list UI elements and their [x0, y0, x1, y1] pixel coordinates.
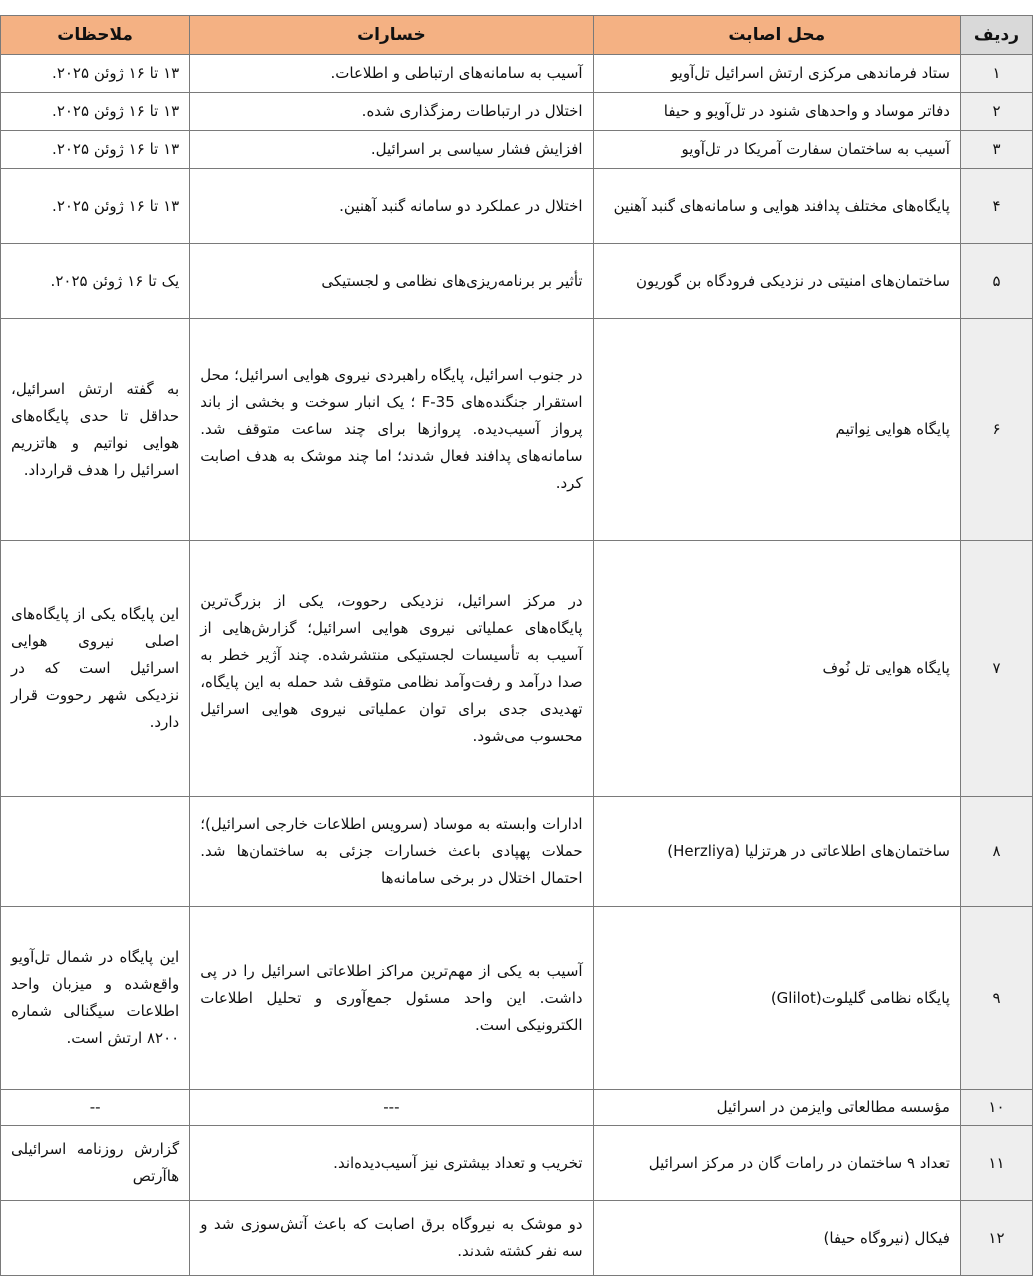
row-location: آسیب به ساختمان سفارت آمریکا در تل‌آویو: [593, 131, 960, 169]
table-row: [1, 907, 1033, 1090]
row-damages: افزایش فشار سیاسی بر اسرائیل.: [190, 131, 593, 169]
row-index: ۵: [960, 244, 1032, 319]
row-damages: در مرکز اسرائیل، نزدیکی رحووت، یکی از بزرگ‌ترین پایگاه‌های عملیاتی نیروی هوایی اسرائیل؛ گزارش‌هایی از آسیب به تأسیسات لجستیکی منتشرشده. چند آژیر خطر به صدا درآمد و رفت‌وآمد نظامی متوقف شد حمله به این پایگاه، تهدیدی جدی برای توان عملیاتی نیروی هوایی اسرائیل محسوب می‌شود.: [190, 541, 593, 797]
row-index: ۲: [960, 93, 1032, 131]
row-damages: تخریب و تعداد بیشتری نیز آسیب‌دیده‌اند.: [190, 1126, 593, 1201]
table-row: [1, 797, 1033, 907]
row-damages: اختلال در ارتباطات رمزگذاری شده.: [190, 93, 593, 131]
row-location: ساختمان‌های امنیتی در نزدیکی فرودگاه بن گوریون: [593, 244, 960, 319]
table-header-row: [1, 16, 1033, 55]
row-location: پایگاه‌های مختلف پدافند هوایی و سامانه‌های گنبد آهنین: [593, 169, 960, 244]
row-notes: ۱۳ تا ۱۶ ژوئن ۲۰۲۵.: [1, 93, 190, 131]
row-location: مؤسسه مطالعاتی وایزمن در اسرائیل: [593, 1090, 960, 1126]
row-index: ۸: [960, 797, 1032, 907]
row-notes: این پایگاه یکی از پایگاه‌های اصلی نیروی هوایی اسرائیل است که در نزدیکی شهر رحووت قرار دارد.: [1, 541, 190, 797]
row-notes: به گفته ارتش اسرائیل، حداقل تا حدی پایگاه‌های هوایی نواتیم و هاتزریم اسرائیل را هدف قرارداد.: [1, 319, 190, 541]
row-notes: این پایگاه در شمال تل‌آویو واقع‌شده و میزبان واحد اطلاعات سیگنالی شماره ۸۲۰۰ ارتش است.: [1, 907, 190, 1090]
row-index: ۴: [960, 169, 1032, 244]
row-notes: یک تا ۱۶ ژوئن ۲۰۲۵.: [1, 244, 190, 319]
table-row: [1, 1090, 1033, 1126]
table-row: [1, 1126, 1033, 1201]
row-location: ستاد فرماندهی مرکزی ارتش اسرائیل تل‌آویو: [593, 55, 960, 93]
row-damages: ادارات وابسته به موساد (سرویس اطلاعات خارجی اسرائیل)؛ حملات پهپادی باعث خسارات جزئی به ساختمان‌ها شد. احتمال اختلال در برخی سامانه‌ها: [190, 797, 593, 907]
row-damages: آسیب به یکی از مهم‌ترین مراکز اطلاعاتی اسرائیل را در پی داشت. این واحد مسئول جمع‌آوری و تحلیل اطلاعات الکترونیکی است.: [190, 907, 593, 1090]
row-location: فیکال (نیروگاه حیفا): [593, 1201, 960, 1276]
row-location: دفاتر موساد و واحدهای شنود در تل‌آویو و حیفا: [593, 93, 960, 131]
row-notes: [1, 797, 190, 907]
row-damages: دو موشک به نیروگاه برق اصابت که باعث آتش‌سوزی شد و سه نفر کشته شدند.: [190, 1201, 593, 1276]
header-notes: ملاحظات: [1, 16, 190, 55]
table-row: [1, 319, 1033, 541]
row-index: ۱۰: [960, 1090, 1032, 1126]
row-damages: ---: [190, 1090, 593, 1126]
row-notes: ۱۳ تا ۱۶ ژوئن ۲۰۲۵.: [1, 55, 190, 93]
table-row: [1, 541, 1033, 797]
row-damages: آسیب به سامانه‌های ارتباطی و اطلاعات.: [190, 55, 593, 93]
row-damages: در جنوب اسرائیل، پایگاه راهبردی نیروی هوایی اسرائیل؛ محل استقرار جنگنده‌های F-35 ؛ یک انبار سوخت و بخشی از باند پرواز آسیب‌دیده. پروازها برای چند ساعت متوقف شد. سامانه‌های پدافند فعال شدند؛ اما چند موشک به هدف اصابت کرد.: [190, 319, 593, 541]
table-row: [1, 93, 1033, 131]
table-row: [1, 131, 1033, 169]
row-notes: ۱۳ تا ۱۶ ژوئن ۲۰۲۵.: [1, 169, 190, 244]
row-notes: --: [1, 1090, 190, 1126]
row-location: پایگاه هوایی نِواتیم: [593, 319, 960, 541]
row-damages: تأثیر بر برنامه‌ریزی‌های نظامی و لجستیکی: [190, 244, 593, 319]
damage-report-table: [0, 15, 1033, 1276]
header-damages: خسارات: [190, 16, 593, 55]
row-notes: [1, 1201, 190, 1276]
table-row: [1, 1201, 1033, 1276]
row-index: ۷: [960, 541, 1032, 797]
row-index: ۳: [960, 131, 1032, 169]
row-notes: ۱۳ تا ۱۶ ژوئن ۲۰۲۵.: [1, 131, 190, 169]
row-location: پایگاه نظامی گلیلوت(Glilot): [593, 907, 960, 1090]
row-index: ۶: [960, 319, 1032, 541]
table-row: [1, 169, 1033, 244]
table-row: [1, 55, 1033, 93]
row-index: ۹: [960, 907, 1032, 1090]
row-location: پایگاه هوایی تل نُوف: [593, 541, 960, 797]
row-index: ۱: [960, 55, 1032, 93]
header-index: ردیف: [960, 16, 1032, 55]
row-notes: گزارش روزنامه اسرائیلی هاآرتص: [1, 1126, 190, 1201]
row-location: تعداد ۹ ساختمان در رامات گان در مرکز اسرائیل: [593, 1126, 960, 1201]
table-row: [1, 244, 1033, 319]
row-index: ۱۱: [960, 1126, 1032, 1201]
row-damages: اختلال در عملکرد دو سامانه گنبد آهنین.: [190, 169, 593, 244]
header-location: محل اصابت: [593, 16, 960, 55]
row-index: ۱۲: [960, 1201, 1032, 1276]
row-location: ساختمان‌های اطلاعاتی در هرتزلیا (Herzliya): [593, 797, 960, 907]
